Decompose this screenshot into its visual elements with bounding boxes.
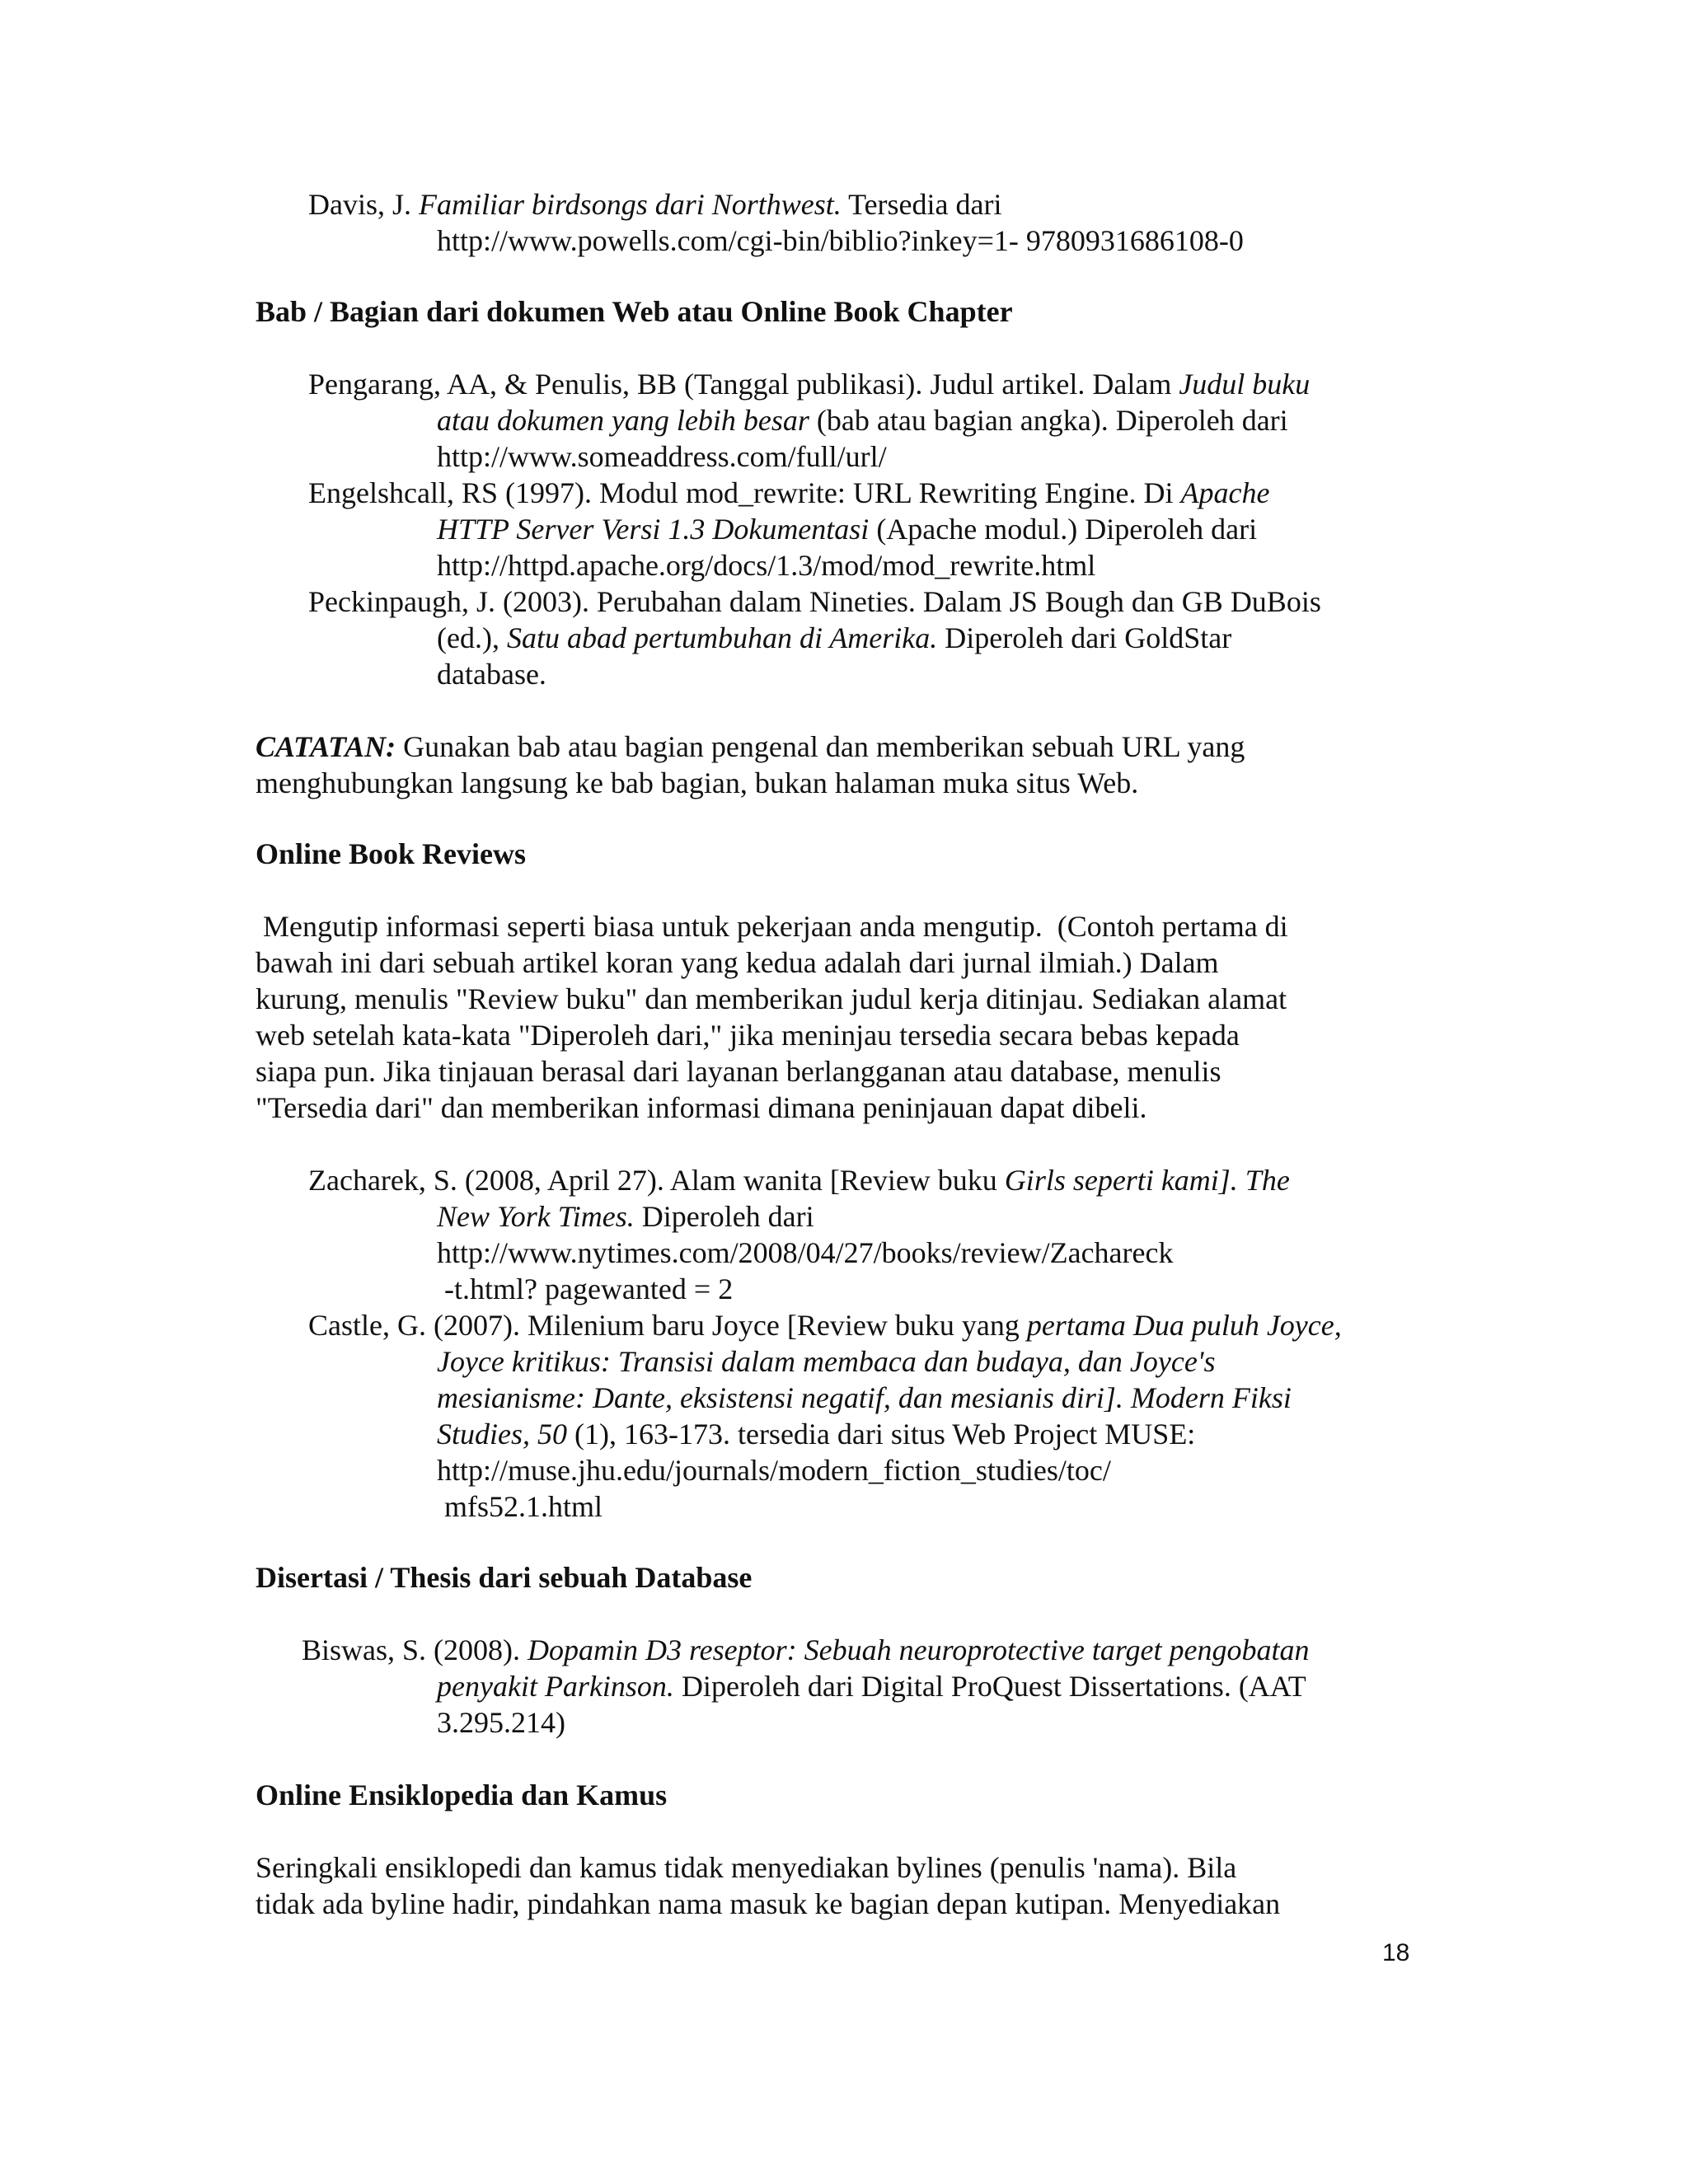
section-heading-chapter: Bab / Bagian dari dokumen Web atau Online Book Chapter [256,295,1013,328]
book-title: Familiar birdsongs dari Northwest. [419,188,842,221]
text: Gunakan bab atau bagian pengenal dan memberikan sebuah URL yang [396,730,1245,763]
dissertation-title: penyakit Parkinson. [437,1670,674,1703]
reference-pengarang-line-2 [437,402,1288,438]
reference-pengarang-line-1 [308,366,1310,402]
reference-engelshcall-url: http://httpd.apache.org/docs/1.3/mod/mod_rewrite.html [437,549,1096,582]
reference-zacharek-url: http://www.nytimes.com/2008/04/27/books/review/Zachareck [437,1236,1174,1269]
paragraph-line: web setelah kata-kata "Diperoleh dari," jika meninjau tersedia secara bebas kepada [256,1019,1240,1052]
text: Diperoleh dari GoldStar [937,621,1232,654]
reference-zacharek-url-cont: -t.html? pagewanted = 2 [437,1272,734,1305]
note-line-2: menghubungkan langsung ke bab bagian, bukan halaman muka situs Web. [256,766,1139,799]
reference-biswas-line-1 [302,1632,1310,1668]
note-label: CATATAN: [256,730,396,763]
reference-peckinpaugh-line-1: Peckinpaugh, J. (2003). Perubahan dalam Nineties. Dalam JS Bough dan GB DuBois [308,585,1321,618]
reference-engelshcall-line-2 [437,511,1257,547]
paragraph-line: bawah ini dari sebuah artikel koran yang kedua adalah dari jurnal ilmiah.) Dalam [256,946,1219,979]
section-heading-thesis: Disertasi / Thesis dari sebuah Database [256,1561,753,1594]
paragraph-line: kurung, menulis "Review buku" dan memberikan judul kerja ditinjau. Sediakan alamat [256,982,1287,1015]
book-title: Satu abad pertumbuhan di Amerika. [506,621,938,654]
journal-title: Studies, 50 [437,1418,567,1451]
note-line-1 [256,729,1245,765]
text: (1), 163-173. tersedia dari situs Web Project MUSE: [567,1418,1196,1451]
paragraph-line: Mengutip informasi seperti biasa untuk pekerjaan anda mengutip. (Contoh pertama di [256,910,1288,943]
reference-castle-line-1 [308,1307,1342,1343]
reference-biswas-line-3: 3.295.214) [437,1706,565,1739]
text: Zacharek, S. (2008, April 27). Alam wanita [Review buku [308,1164,1005,1197]
section-heading-reviews: Online Book Reviews [256,837,527,870]
reference-biswas-line-2 [437,1668,1306,1704]
reference-davis-url: http://www.powells.com/cgi-bin/biblio?inkey=1- 9780931686108-0 [437,224,1244,257]
section-heading-encyclopedia: Online Ensiklopedia dan Kamus [256,1779,668,1811]
text: Castle, G. (2007). Milenium baru Joyce [Review buku yang [308,1309,1027,1342]
paragraph-line: Seringkali ensiklopedi dan kamus tidak menyediakan bylines (penulis 'nama). Bila [256,1851,1237,1884]
reference-peckinpaugh-line-2 [437,620,1231,656]
page-number: 18 [1382,1939,1410,1966]
book-title: pertama Dua puluh Joyce, [1026,1309,1342,1342]
reference-zacharek-line-2 [437,1198,814,1235]
text: Pengarang, AA, & Penulis, BB (Tanggal publikasi). Judul artikel. Dalam [308,368,1179,401]
text: Diperoleh dari [634,1200,814,1233]
reference-peckinpaugh-line-3: database. [437,658,546,691]
book-title: Girls seperti kami]. The [1004,1164,1290,1197]
reference-castle-line-4 [437,1416,1195,1452]
reference-castle-url: http://muse.jhu.edu/journals/modern_fiction_studies/toc/ [437,1454,1111,1487]
book-title: Judul buku [1179,368,1311,401]
text: Davis, J. [308,188,419,221]
paragraph-line: siapa pun. Jika tinjauan berasal dari layanan berlangganan atau database, menulis [256,1055,1221,1088]
paragraph-line: tidak ada byline hadir, pindahkan nama masuk ke bagian depan kutipan. Menyediakan [256,1887,1281,1920]
reference-davis-line-1 [308,186,1001,223]
text: Tersedia dari [841,188,1002,221]
text: (Apache modul.) Diperoleh dari [869,513,1258,546]
book-title: atau dokumen yang lebih besar [437,404,809,437]
text: (ed.), [437,621,507,654]
book-title: HTTP Server Versi 1.3 Dokumentasi [437,513,870,546]
text: (bab atau bagian angka). Diperoleh dari [809,404,1288,437]
text: Biswas, S. (2008). [302,1633,528,1666]
reference-zacharek-line-1 [308,1162,1290,1198]
dissertation-title: Dopamin D3 reseptor: Sebuah neuroprotective target pengobatan [528,1633,1310,1666]
book-title: Apache [1180,476,1270,509]
reference-castle-line-3: mesianisme: Dante, eksistensi negatif, dan mesianis diri]. Modern Fiksi [437,1381,1292,1414]
paragraph-line: "Tersedia dari" dan memberikan informasi dimana peninjauan dapat dibeli. [256,1091,1147,1124]
text: Diperoleh dari Digital ProQuest Dissertations. (AAT [673,1670,1306,1703]
publication-title: New York Times. [437,1200,635,1233]
reference-engelshcall-line-1 [308,475,1269,511]
reference-castle-url-cont: mfs52.1.html [437,1490,603,1523]
reference-pengarang-url: http://www.someaddress.com/full/url/ [437,440,887,473]
reference-castle-line-2: Joyce kritikus: Transisi dalam membaca dan budaya, dan Joyce's [437,1345,1216,1378]
text: Engelshcall, RS (1997). Modul mod_rewrite: URL Rewriting Engine. Di [308,476,1181,509]
